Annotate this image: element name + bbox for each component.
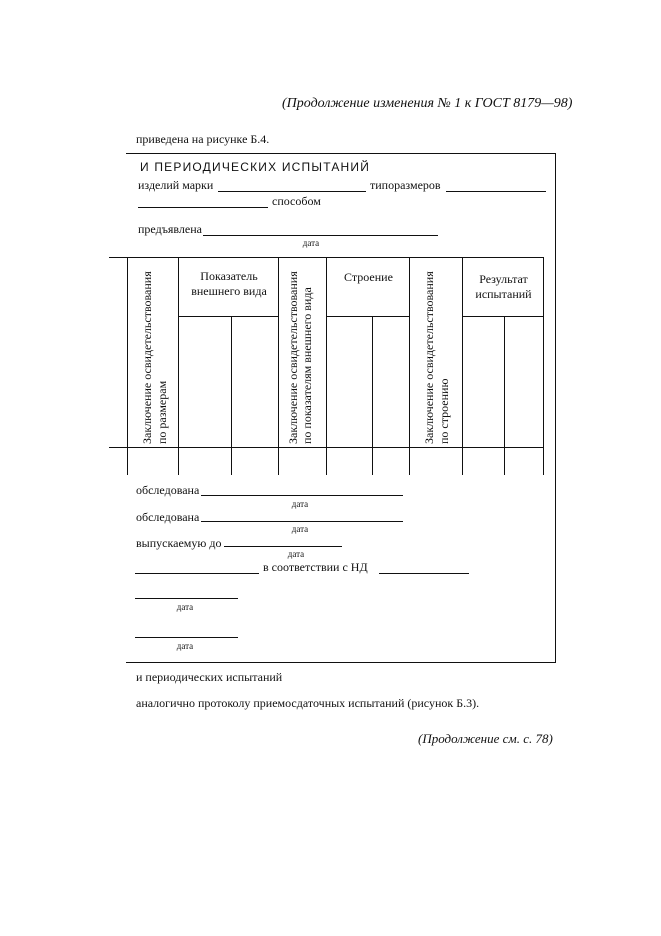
col2-subheader-line: [178, 316, 278, 317]
col6-header: [464, 272, 543, 302]
outro-text-1: и периодических испытаний: [136, 670, 283, 684]
col6-header-line1: Результат: [479, 272, 528, 286]
date-caption-4: дата: [176, 602, 194, 612]
col-divider-2: [178, 257, 179, 475]
col2-header-line2: внешнего вида: [191, 284, 267, 298]
method-label: способом: [272, 194, 321, 208]
col3-header-line1: Заключение освидетельствования: [286, 271, 300, 444]
brand-blank: [218, 191, 366, 192]
brand-label: изделий марки: [138, 178, 214, 192]
sizes-blank: [446, 191, 546, 192]
date-caption-5: дата: [176, 641, 194, 651]
released-blank: [224, 546, 342, 547]
date-caption-3: дата: [287, 549, 305, 559]
examined-label-1: обследована: [136, 483, 200, 497]
col2-header: [180, 269, 278, 299]
col-divider-1: [127, 257, 128, 475]
intro-text: приведена на рисунке Б.4.: [136, 132, 270, 146]
col5-header-line2: по строению: [437, 378, 451, 444]
continuation-header: (Продолжение изменения № 1 к ГОСТ 8179—98): [282, 96, 573, 111]
standard-blank-right: [379, 573, 469, 574]
released-label: выпускаемую до: [136, 536, 222, 550]
accordance-label: в соответствии с НД: [263, 560, 368, 574]
date-caption-1: дата: [291, 499, 309, 509]
examined-label-2: обследована: [136, 510, 200, 524]
col-divider-6: [462, 257, 463, 475]
examined-blank-1: [201, 495, 403, 496]
col3-header-line2: по показателям внешнего вида: [300, 287, 314, 444]
signature-blank-2: [135, 637, 238, 638]
col4-subheader-line: [326, 316, 409, 317]
col5-header-line1: Заключение освидетельствования: [422, 271, 436, 444]
col6-subheader-line: [462, 316, 543, 317]
sizes-label: типоразмеров: [370, 178, 441, 192]
presented-label: предъявлена: [138, 222, 202, 236]
signature-blank-1: [135, 598, 238, 599]
col1-header-line1: Заключение освидетельствования: [140, 271, 154, 444]
col4-sub-divider: [372, 316, 373, 475]
form-title: И ПЕРИОДИЧЕСКИХ ИСПЫТАНИЙ: [140, 160, 371, 174]
col4-header: Строение: [344, 270, 393, 284]
presented-blank: [203, 235, 438, 236]
date-caption: дата: [302, 238, 320, 248]
date-caption-2: дата: [291, 524, 309, 534]
examined-blank-2: [201, 521, 403, 522]
col6-sub-divider: [504, 316, 505, 475]
col-divider-5: [409, 257, 410, 475]
col1-header-line2: по размерам: [155, 380, 169, 444]
col-divider-7: [543, 257, 544, 475]
standard-blank-left: [135, 573, 259, 574]
col-divider-3: [278, 257, 279, 475]
col2-sub-divider: [231, 316, 232, 475]
continuation-footer: (Продолжение см. с. 78): [418, 731, 553, 746]
outro-text-2: аналогично протоколу приемосдаточных испытаний (рисунок Б.3).: [136, 696, 480, 710]
col-divider-4: [326, 257, 327, 475]
col6-header-line2: испытаний: [475, 287, 532, 301]
method-blank: [138, 207, 268, 208]
col2-header-line1: Показатель: [200, 269, 258, 283]
